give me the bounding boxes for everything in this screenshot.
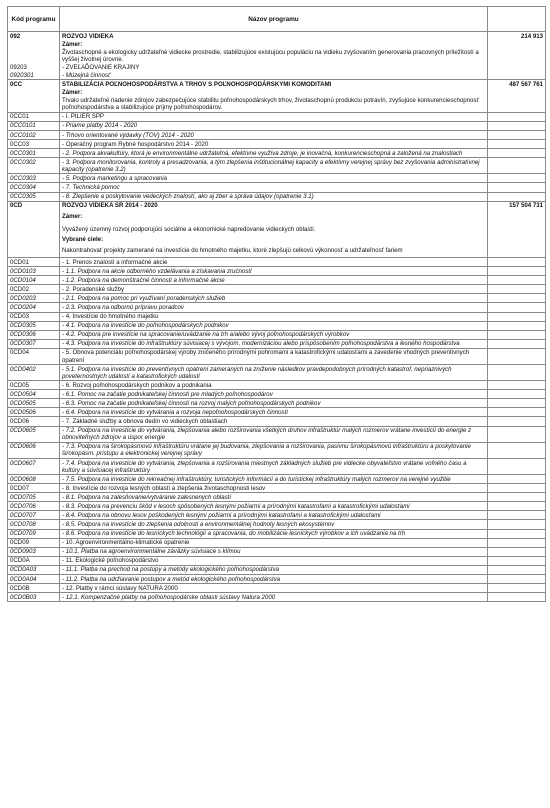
- program-code-cell: 0CD0504: [8, 390, 60, 399]
- program-code-cell: 0CD0104: [8, 276, 60, 285]
- program-name-cell: - 2. Podpora akvakultúry, ktorá je environmentálne udržateľná, efektívne využíva zdroje, je inovačná, konkurencieschopná a založená na znalostiach: [60, 149, 488, 158]
- program-name-cell: - 6. Rozvoj poľnohospodárskych podnikov a podnikania: [60, 381, 488, 390]
- program-amount-cell: [488, 458, 546, 474]
- program-code-cell: 0CD: [8, 201, 60, 210]
- program-amount-cell: [488, 258, 546, 267]
- table-row: [8, 493, 546, 502]
- program-name-cell: - 7.3. Podpora na širokopásmovú infraštruktúru vrátane jej budovania, zlepšovania a rozširovania, pasívnu širokopásmovú infraštruktúru a poskytovanie širokopásm. prístupu a elektronickej verejnej správy: [60, 442, 488, 458]
- table-row: [8, 442, 546, 458]
- program-name-cell: Nakontrahovať projekty zamerané na investície do hmotného majetku, ktoré zlepšujú celkovú výkonnosť a udržateľnosť fariem: [60, 244, 488, 258]
- program-amount-cell: [488, 399, 546, 408]
- table-row: [8, 112, 546, 121]
- table-row: [8, 348, 546, 364]
- program-amount-cell: [488, 321, 546, 330]
- program-name-cell: - 4. Investície do hmotného majetku: [60, 312, 488, 321]
- table-row: [8, 475, 546, 484]
- table-row: [8, 174, 546, 183]
- program-name-cell: - Operačný program Rybné hospodárstvo 2014 - 2020: [60, 140, 488, 149]
- table-row: [8, 529, 546, 538]
- program-amount-cell: [488, 183, 546, 192]
- program-name-cell: Životaschopné a ekologicky udržateľné vidiecke prostredie, stabilizujúce existujúcu populáciu na vidieku zvyšovaním generovania pracovných príležitostí a vyššej životnej úrovne.: [60, 48, 488, 63]
- program-name-cell: Zámer:: [60, 210, 488, 223]
- program-amount-cell: [488, 538, 546, 547]
- program-amount-cell: [488, 303, 546, 312]
- program-amount-cell: [488, 244, 546, 258]
- program-name-cell: - 4.3. Podpora na investície do infraštruktúry súvisiacej s vývojom, modernizáciou alebo prispôsobením poľnohospodárstva a lesného hospodárstva: [60, 339, 488, 348]
- header-code: Kód programu: [8, 7, 60, 32]
- program-amount-cell: [488, 390, 546, 399]
- program-amount-cell: [488, 174, 546, 183]
- program-name-cell: - 6.1. Pomoc na začatie podnikateľskej činnosti pre mladých poľnohospodárov: [60, 390, 488, 399]
- program-name-cell: Trvalo udržateľné riadenie zdrojov zabezpečujúce stabilitu poľnohospodárskych trhov, životaschopnú produkciu potravín, zvyšujúce konkurencieschopnosť poľnohospodárstva a stabilizujúce príjmy poľnohospodárov.: [60, 97, 488, 113]
- table-row: [8, 89, 546, 97]
- program-name-cell: - 7.2. Podpora na investície do vytvárania, zlepšovania alebo rozširovania všetkých druhov infraštruktúr malých rozmerov vrátane investícií do energie z obnoviteľných zdrojov a úspor energie: [60, 426, 488, 442]
- program-name-cell: ROZVOJ VIDIEKA: [60, 32, 488, 41]
- program-name-cell: - ZVEĽAĎOVANIE KRAJINY: [60, 63, 488, 71]
- table-row: [8, 210, 546, 223]
- table-row: [8, 556, 546, 565]
- program-amount-cell: [488, 381, 546, 390]
- program-code-cell: 0CD0305: [8, 321, 60, 330]
- program-code-cell: 0CD0707: [8, 511, 60, 520]
- program-name-cell: - 1. Prenos znalostí a informačné akcie: [60, 258, 488, 267]
- program-amount-cell: [488, 565, 546, 574]
- table-row: [8, 399, 546, 408]
- program-name-cell: - 7. Technická pomoc: [60, 183, 488, 192]
- program-name-cell: - 8.1. Podpora na zalesňovanie/vytváranie zalesnených oblastí: [60, 493, 488, 502]
- header-name: Názov programu: [60, 7, 488, 32]
- program-amount-cell: [488, 339, 546, 348]
- table-row: [8, 285, 546, 294]
- program-amount-cell: [488, 475, 546, 484]
- program-table: [7, 6, 546, 602]
- program-amount-cell: [488, 426, 546, 442]
- program-code-cell: 0CD0103: [8, 267, 60, 276]
- program-code-cell: 092: [8, 32, 60, 41]
- program-code-cell: 0CD0608: [8, 475, 60, 484]
- program-name-cell: - 10. Agroenvironmentálno-klimatické opatrenie: [60, 538, 488, 547]
- program-amount-cell: [488, 267, 546, 276]
- program-code-cell: 0CC0302: [8, 158, 60, 174]
- program-code-cell: 0CC0304: [8, 183, 60, 192]
- program-amount-cell: [488, 556, 546, 565]
- program-code-cell: 0CD0606: [8, 442, 60, 458]
- table-row: [8, 80, 546, 89]
- program-code-cell: 0CD09: [8, 538, 60, 547]
- program-amount-cell: [488, 210, 546, 223]
- program-amount-cell: [488, 112, 546, 121]
- table-row: [8, 381, 546, 390]
- program-name-cell: - 8. Investície do rozvoja lesných oblastí a zlepšenia životaschopnosti lesov: [60, 484, 488, 493]
- table-row: [8, 97, 546, 113]
- program-amount-cell: [488, 408, 546, 417]
- program-code-cell: 0CD0705: [8, 493, 60, 502]
- program-code-cell: [8, 210, 60, 223]
- program-amount-cell: [488, 40, 546, 48]
- table-row: [8, 408, 546, 417]
- program-code-cell: [8, 244, 60, 258]
- program-name-cell: - Priame platby 2014 - 2020: [60, 121, 488, 130]
- program-amount-cell: [488, 442, 546, 458]
- program-name-cell: - 2.1. Podpora na pomoc pri využívaní poradenských služieb: [60, 294, 488, 303]
- program-name-cell: - 8.6. Podpora na investície do lesníckych technológií a spracovania, do mobilizácie lesníckych výrobkov a ich uvádzania na trh: [60, 529, 488, 538]
- program-amount-cell: [488, 121, 546, 130]
- program-amount-cell: [488, 312, 546, 321]
- table-row: [8, 244, 546, 258]
- header-amount: [488, 7, 546, 32]
- program-amount-cell: [488, 547, 546, 556]
- program-amount-cell: [488, 365, 546, 381]
- program-code-cell: [8, 236, 60, 244]
- program-name-cell: Zámer:: [60, 40, 488, 48]
- program-code-cell: 0CD07: [8, 484, 60, 493]
- program-name-cell: - 6.4. Podpora na investície do vytvárania a rozvoja nepoľnohospodárskych činností: [60, 408, 488, 417]
- program-name-cell: - 3. Podpora monitorovania, kontroly a presadzovania, a tým zlepšenia inštitucionálnej kapacity a efektívny verejnej správy bez zvyšovania administratívnej kapacity (opatrenie 3.2): [60, 158, 488, 174]
- program-amount-cell: [488, 330, 546, 339]
- program-amount-cell: [488, 276, 546, 285]
- program-name-cell: - 7.5. Podpora na investície do rekreačnej infraštruktúry, turistických informácií a do turistickej infraštruktúry malých rozmerov na verejné využitie: [60, 475, 488, 484]
- program-code-cell: 0920301: [8, 71, 60, 80]
- program-name-cell: STABILIZÁCIA POĽNOHOSPODÁRSTVA A TRHOV S POĽNOHOSPODÁRSKYMI KOMODITAMI: [60, 80, 488, 89]
- table-row: [8, 502, 546, 511]
- program-amount-cell: [488, 294, 546, 303]
- table-row: [8, 303, 546, 312]
- table-body: [8, 32, 546, 602]
- table-row: [8, 192, 546, 201]
- program-code-cell: 0CD0A: [8, 556, 60, 565]
- program-table-sheet: [7, 6, 545, 602]
- program-name-cell: - 12. Platby v rámci sústavy NATURA 2000: [60, 584, 488, 593]
- program-code-cell: 0CD0307: [8, 339, 60, 348]
- table-row: [8, 312, 546, 321]
- table-row: [8, 390, 546, 399]
- table-row: [8, 538, 546, 547]
- program-code-cell: 0CC0102: [8, 130, 60, 139]
- table-row: [8, 547, 546, 556]
- program-code-cell: 0CD0706: [8, 502, 60, 511]
- program-name-cell: - 7.4. Podpora na investície do vytvárania, zlepšovania a rozširovania miestnych základných služieb pre vidiecke obyvateľstvo vrátane voľného času a kultúry a súvisiacej infraštruktúry: [60, 458, 488, 474]
- program-name-cell: Zámer:: [60, 89, 488, 97]
- table-row: [8, 276, 546, 285]
- program-name-cell: - I. PILIER SPP: [60, 112, 488, 121]
- table-row: [8, 267, 546, 276]
- program-code-cell: 0CD05: [8, 381, 60, 390]
- program-name-cell: - 11.2. Platba na udržiavanie postupov a metód ekologického poľnohospodárstva: [60, 574, 488, 583]
- program-code-cell: [8, 89, 60, 97]
- program-amount-cell: [488, 484, 546, 493]
- table-row: [8, 565, 546, 574]
- program-code-cell: 0CD0903: [8, 547, 60, 556]
- table-row: [8, 223, 546, 236]
- program-name-cell: ROZVOJ VIDIEKA SR 2014 - 2020: [60, 201, 488, 210]
- table-row: [8, 258, 546, 267]
- table-row: [8, 130, 546, 139]
- table-row: [8, 121, 546, 130]
- program-amount-cell: [488, 236, 546, 244]
- table-row: [8, 149, 546, 158]
- program-name-cell: - 10.1. Platba na agroenvironmentálne záväzky súvisiace s klímou: [60, 547, 488, 556]
- table-row: [8, 339, 546, 348]
- table-row: [8, 183, 546, 192]
- program-name-cell: - Múzejná činnosť: [60, 71, 488, 80]
- table-row: [8, 158, 546, 174]
- program-name-cell: - 11.1. Platba na prechod na postupy a metódy ekologického poľnohospodárstva: [60, 565, 488, 574]
- program-code-cell: 0CD0203: [8, 294, 60, 303]
- program-name-cell: - 5. Obnova potenciálu poľnohospodárskej výroby zničeného prírodnými pohromami a katastrofickými udalosťami a zavedenie vhodných preventívnych opatrení: [60, 348, 488, 364]
- table-row: [8, 32, 546, 41]
- program-code-cell: 0CD0A04: [8, 574, 60, 583]
- table-row: [8, 236, 546, 244]
- program-amount-cell: [488, 593, 546, 602]
- program-code-cell: 0CC0301: [8, 149, 60, 158]
- program-code-cell: 0CD0506: [8, 408, 60, 417]
- program-code-cell: 09203: [8, 63, 60, 71]
- program-amount-cell: 157 504 731: [488, 201, 546, 210]
- program-amount-cell: [488, 130, 546, 139]
- program-amount-cell: [488, 348, 546, 364]
- program-name-cell: - 6.3. Pomoc na začatie podnikateľskej činnosti na rozvoj malých poľnohospodárskych podnikov: [60, 399, 488, 408]
- program-amount-cell: [488, 285, 546, 294]
- table-row: [8, 593, 546, 602]
- program-amount-cell: [488, 574, 546, 583]
- program-amount-cell: [488, 511, 546, 520]
- program-code-cell: 0CD0607: [8, 458, 60, 474]
- program-amount-cell: [488, 192, 546, 201]
- table-row: [8, 63, 546, 71]
- program-code-cell: 0CD0204: [8, 303, 60, 312]
- table-row: [8, 417, 546, 426]
- program-amount-cell: 487 567 761: [488, 80, 546, 89]
- program-code-cell: 0CD0A03: [8, 565, 60, 574]
- program-name-cell: - 2. Poradenské služby: [60, 285, 488, 294]
- program-amount-cell: [488, 417, 546, 426]
- program-name-cell: - 2.3. Podpora na odbornú prípravu poradcov: [60, 303, 488, 312]
- program-code-cell: 0CC0305: [8, 192, 60, 201]
- program-amount-cell: [488, 97, 546, 113]
- program-amount-cell: [488, 89, 546, 97]
- program-name-cell: - 1.1. Podpora na akcie odborného vzdelávania a získavania zručností: [60, 267, 488, 276]
- table-row: [8, 574, 546, 583]
- program-amount-cell: [488, 493, 546, 502]
- program-code-cell: 0CC03: [8, 140, 60, 149]
- table-row: [8, 330, 546, 339]
- program-amount-cell: [488, 223, 546, 236]
- program-code-cell: 0CD06: [8, 417, 60, 426]
- program-code-cell: 0CD04: [8, 348, 60, 364]
- program-name-cell: - 5. Podpora marketingu a spracovania: [60, 174, 488, 183]
- program-amount-cell: [488, 63, 546, 71]
- program-name-cell: - 1.2. Podpora na demonštračné činnosti a informačné akcie: [60, 276, 488, 285]
- program-amount-cell: 214 913: [488, 32, 546, 41]
- table-row: [8, 365, 546, 381]
- program-name-cell: - 8.5. Podpora na investície do zlepšenia odolnosti a environmentálnej hodnoty lesných ekosystémov: [60, 520, 488, 529]
- program-amount-cell: [488, 149, 546, 158]
- table-row: [8, 321, 546, 330]
- program-code-cell: 0CC0303: [8, 174, 60, 183]
- program-amount-cell: [488, 48, 546, 63]
- program-amount-cell: [488, 71, 546, 80]
- program-name-cell: - 8.4. Podpora na obnovu lesov poškodených lesnými požiarmi a prírodnými katastrofami a katastrofickými udalosťami: [60, 511, 488, 520]
- table-row: [8, 71, 546, 80]
- program-code-cell: 0CC01: [8, 112, 60, 121]
- table-row: [8, 484, 546, 493]
- program-code-cell: 0CC: [8, 80, 60, 89]
- table-row: [8, 48, 546, 63]
- program-code-cell: 0CD0B03: [8, 593, 60, 602]
- program-name-cell: - 5.1. Podpora na investície do preventívnych opatrení zameraných na zníženie následkov pravdepodobných prírodných katastrof, nepriaznivých poveternostných udalostí a katastrofických udalostí: [60, 365, 488, 381]
- program-code-cell: 0CD02: [8, 285, 60, 294]
- program-name-cell: - 4.1. Podpora na investície do poľnohospodárskych podnikov: [60, 321, 488, 330]
- program-code-cell: 0CD0402: [8, 365, 60, 381]
- program-code-cell: [8, 48, 60, 63]
- table-row: [8, 458, 546, 474]
- program-amount-cell: [488, 529, 546, 538]
- table-row: [8, 40, 546, 48]
- program-name-cell: - 12.1. Kompenzačné platby na poľnohospodárske oblasti sústavy Natura 2000: [60, 593, 488, 602]
- program-name-cell: - 8. Zlepšenie a poskytovanie vedeckých znalostí, ako aj zber a správa údajov (opatrenie 3.1): [60, 192, 488, 201]
- program-code-cell: 0CD0708: [8, 520, 60, 529]
- table-row: [8, 584, 546, 593]
- program-name-cell: - 4.2. Podpora pre investície na spracovanie/uvádzanie na trh a/alebo vývoj poľnohospodárskych výrobkov: [60, 330, 488, 339]
- program-name-cell: - 8.3. Podpora na prevenciu škôd v lesoch spôsobených lesnými požiarmi a prírodnými katastrofami a katastrofickými udalosťami: [60, 502, 488, 511]
- program-amount-cell: [488, 158, 546, 174]
- table-row: [8, 140, 546, 149]
- table-row: [8, 520, 546, 529]
- program-amount-cell: [488, 520, 546, 529]
- program-code-cell: [8, 223, 60, 236]
- program-code-cell: 0CD0B: [8, 584, 60, 593]
- table-row: [8, 511, 546, 520]
- table-header-row: [8, 7, 546, 32]
- program-code-cell: [8, 40, 60, 48]
- program-code-cell: 0CD0306: [8, 330, 60, 339]
- program-name-cell: - Trhovo orientované výdavky (TOV) 2014 - 2020: [60, 130, 488, 139]
- program-code-cell: 0CD0605: [8, 426, 60, 442]
- program-amount-cell: [488, 502, 546, 511]
- table-row: [8, 294, 546, 303]
- program-code-cell: 0CD0505: [8, 399, 60, 408]
- program-name-cell: Vyvážený územný rozvoj podporujúci sociálne a ekonomické napredovanie vidieckych oblastí.: [60, 223, 488, 236]
- program-amount-cell: [488, 140, 546, 149]
- program-name-cell: - 11. Ekologické poľnohospodárstvo: [60, 556, 488, 565]
- program-name-cell: Vybrané ciele:: [60, 236, 488, 244]
- program-code-cell: 0CD01: [8, 258, 60, 267]
- program-code-cell: [8, 97, 60, 113]
- table-row: [8, 201, 546, 210]
- program-name-cell: - 7. Základné služby a obnova dedín vo vidieckych oblastiach: [60, 417, 488, 426]
- program-code-cell: 0CD03: [8, 312, 60, 321]
- program-amount-cell: [488, 584, 546, 593]
- table-row: [8, 426, 546, 442]
- program-code-cell: 0CC0101: [8, 121, 60, 130]
- program-code-cell: 0CD0709: [8, 529, 60, 538]
